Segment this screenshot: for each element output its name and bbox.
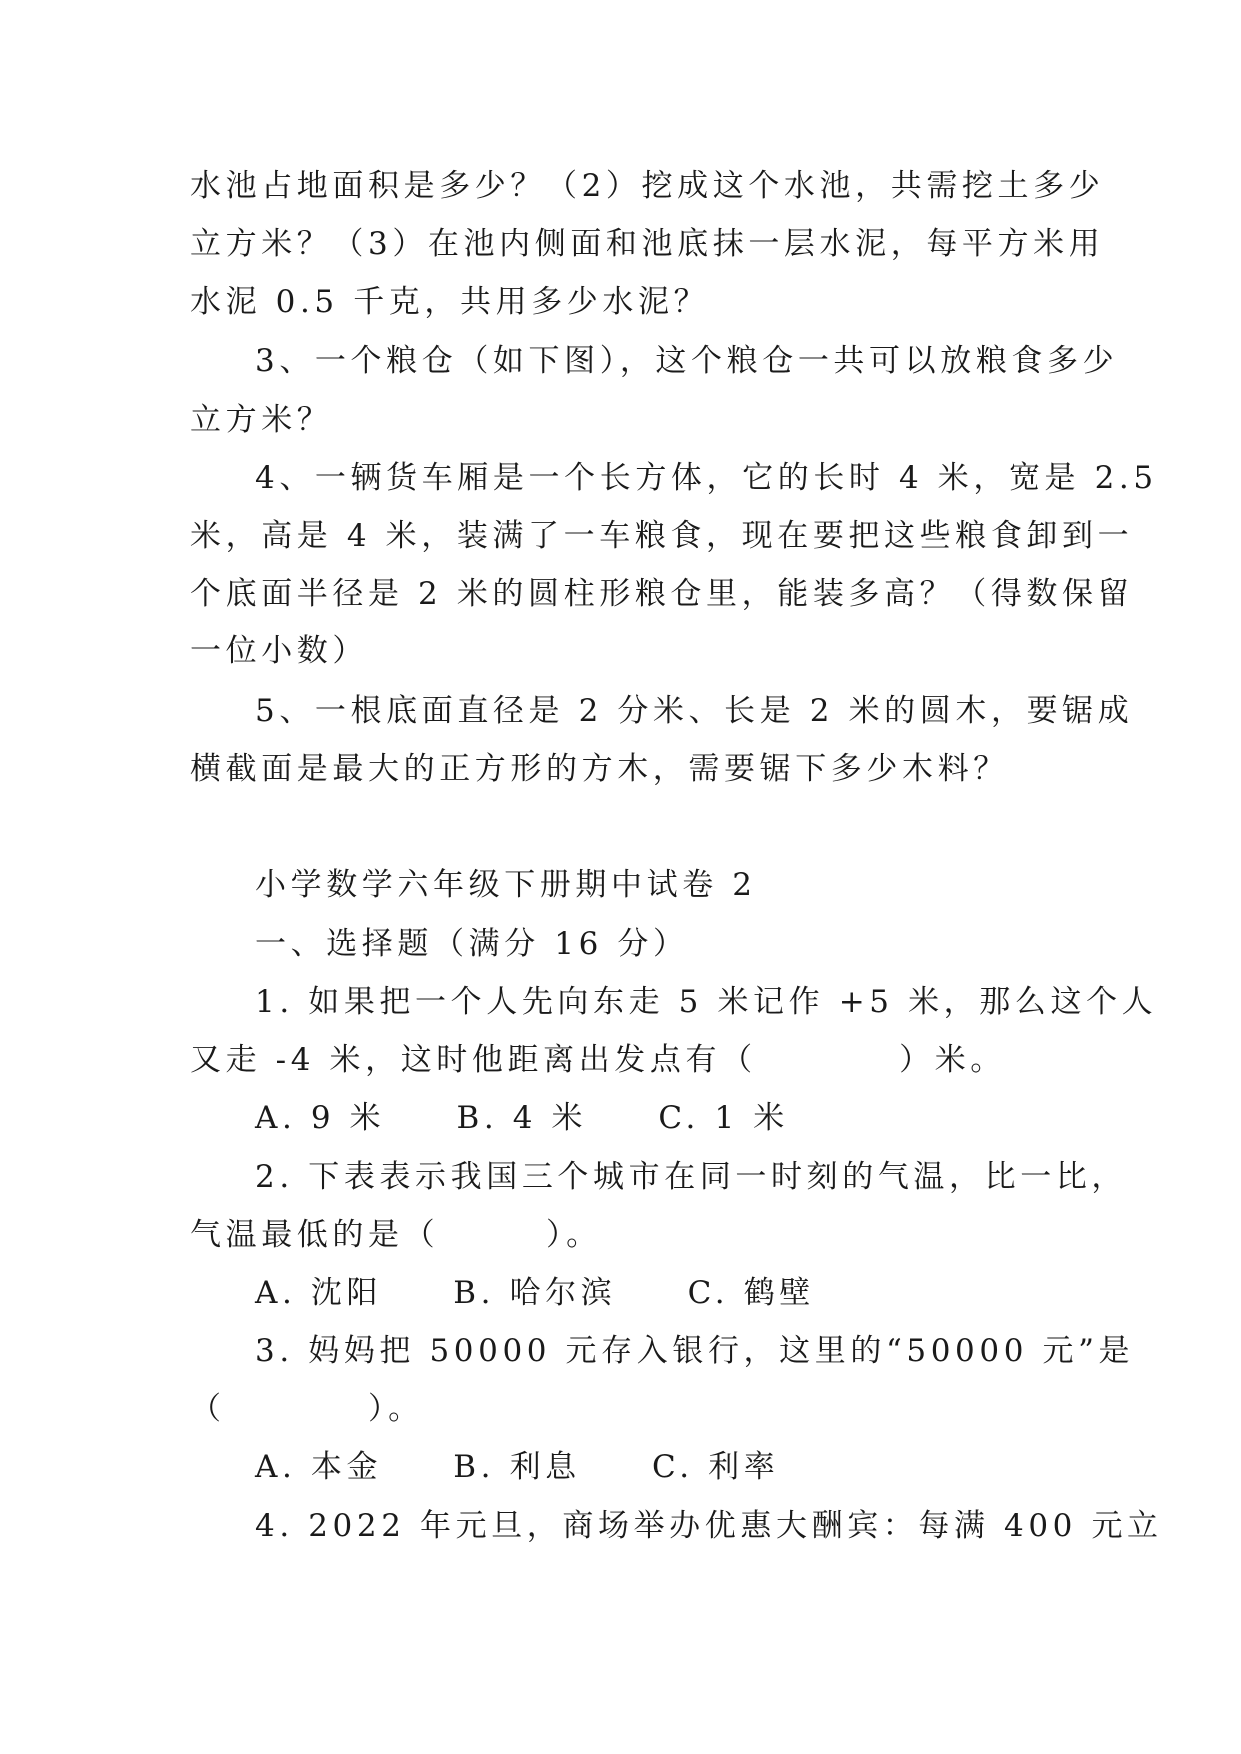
- answer-options: A. 9 米 B. 4 米 C. 1 米: [255, 1100, 789, 1136]
- mc-question-3: 3. 妈妈把 50000 元存入银行，这里的“50000 元”是: [255, 1333, 1135, 1369]
- question-5: 5、一根底面直径是 2 分米、长是 2 米的圆木，要锯成: [255, 693, 1134, 729]
- text-line: 横截面是最大的正方形的方木，需要锯下多少木料？: [190, 751, 1009, 787]
- text-line: （ ）。: [190, 1391, 424, 1427]
- text-line: 立方米？（3）在池内侧面和池底抹一层水泥，每平方米用: [190, 226, 1105, 262]
- text-line: 水池占地面积是多少？（2）挖成这个水池，共需挖土多少: [190, 168, 1105, 204]
- mc-question-2: 2. 下表表示我国三个城市在同一时刻的气温，比一比，: [255, 1159, 1128, 1195]
- text-line: 水泥 0.5 千克，共用多少水泥？: [190, 284, 710, 320]
- exam-title: 小学数学六年级下册期中试卷 2: [255, 867, 757, 903]
- text-line: 一位小数）: [190, 633, 368, 669]
- text-line: 又走 -4 米，这时他距离出发点有（ ）米。: [190, 1042, 1006, 1078]
- answer-options: A. 本金 B. 利息 C. 利率: [255, 1449, 780, 1485]
- answer-options: A. 沈阳 B. 哈尔滨 C. 鹤壁: [255, 1275, 815, 1311]
- mc-question-1: 1. 如果把一个人先向东走 5 米记作 +5 米，那么这个人: [255, 984, 1158, 1020]
- text-line: 个底面半径是 2 米的圆柱形粮仓里，能装多高？（得数保留: [190, 576, 1134, 612]
- text-line: 气温最低的是（ ）。: [190, 1217, 602, 1253]
- text-line: 米，高是 4 米，装满了一车粮食，现在要把这些粮食卸到一: [190, 518, 1134, 554]
- text-line: 立方米？: [190, 402, 333, 438]
- mc-question-4: 4. 2022 年元旦，商场举办优惠大酬宾：每满 400 元立: [255, 1508, 1163, 1544]
- question-3: 3、一个粮仓（如下图），这个粮仓一共可以放粮食多少: [255, 343, 1119, 379]
- question-4: 4、一辆货车厢是一个长方体，它的长时 4 米，宽是 2.5: [255, 460, 1158, 496]
- section-heading: 一、选择题（满分 16 分）: [255, 926, 689, 962]
